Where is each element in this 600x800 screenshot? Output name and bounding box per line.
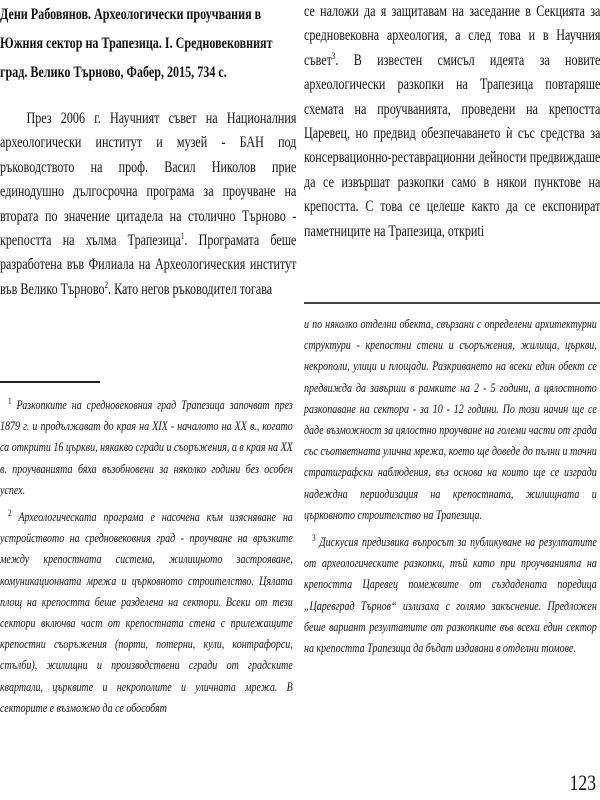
- footnote-2: $^2$ Археологическата програма е насочена към изясняване на устройството на средновековния град - проучване на връзките между крепостната система, жилищното застрояване, комуникационната мрежа и църковното строителство. Цялата площ на крепостта беше разделена на сектори. Всеки от тези сектори включва част от крепостната стена с прилежащите крепостни съоръжения (порти, потерни, кули, контрафорси, стълби), жилищни и производствени сгради от градските квартали, църквите и некрополите и уличната мрежа. В секторите е възможно да се обособят: [0, 507, 293, 715]
- footnotes-left: [0, 395, 296, 725]
- footnote-num: 2: [8, 507, 12, 518]
- paragraph-left: [0, 107, 296, 302]
- body-text-right: [304, 0, 600, 244]
- left-column: [0, 0, 296, 302]
- footnote-ref-3: 3: [331, 50, 336, 61]
- paragraph-left-part-2: . Програмата беше разработена във Филиала на Археологическия институт във Велико Търново: [0, 232, 297, 298]
- paragraph-left-part-1: През 2006 г. Научният съвет на Националния археологически институт и музей - БАН под ръководството на проф. Васил Николов прие единодушно дългосрочна програма за проучване на втората по значение цитадела на столично Търново - крепостта на хълма Трапезица: [0, 110, 297, 250]
- footnote-num: 3: [312, 532, 316, 543]
- footnote-ref-1: 1: [180, 230, 185, 241]
- footnotes-right: [304, 314, 600, 665]
- page-number: 123: [569, 770, 596, 795]
- right-column: [304, 0, 600, 244]
- paragraph-left-part-3: . Като негов ръководител тогава: [108, 280, 273, 298]
- paragraph-right: [304, 0, 600, 244]
- footnote-separator: [0, 381, 100, 383]
- book-title: Дени Рабовянов. Археологически проучвания в Южния сектор на Трапезица. I. Средновековният град. Велико Търново, Фабер, 2015, 734 с.: [0, 6, 273, 81]
- footnote-num: 1: [8, 395, 12, 406]
- footnote-2-continued: и по няколко отделни обекта, свързани с определени архитектурни структури - крепостни стени и съоръжения, жилища, църкви, некрополи, улици и площади. Разкриването на всеки един обект се предвижда да завърши в рамките на 2 - 5 години, а цялостното разкопаване на сектора - за 10 - 12 години. По този начин ще се даде възможност за цялостно проучване на големи части от града със съответната улична мрежа, което ще доведе до пълни и точни стратиграфски наблюдения, въз основа на които ще се изгради надеждна периодизация на крепостната, жилищната и църковното строителство на Трапезица.: [304, 317, 597, 522]
- paragraph-right-part-2: . В известен смисъл идеята за новите археологически разкопки на Трапезица повтаряше схемата на проучванията, проведени на крепостта Царевец, но предвид обезпечаването ѝ със средства за консервационно-реставрационни дейности предвиждаше да се извършат разкопки само в някои пунктове на крепостта. С това се целеше както да се експонират паметниците на Трапезица, откриti: [304, 51, 600, 240]
- paragraph-right-part-1: се наложи да я защитавам на заседание в Секцията за средновековна археология, а след това и в Научния съвет: [304, 3, 600, 69]
- body-text-left: [0, 107, 296, 302]
- footnote-ref-2: 2: [104, 279, 109, 290]
- footnote-1: $^1$ Разкопките на средновековния град Трапезица започват през 1879 г. и продължават до края на XIX - началото на XX в., когато са открити 16 църкви, някакво сгради и съоръжения, а в края на XX в. проучванията бяха възобновени за няколко години без особен успех.: [0, 395, 293, 497]
- footnote-3: $^3$ Дискусия предизвика въпросът за публикуване на резултатите от археологическите разкопки, тъй като при проучванията на крепостта Царевец помежвите от създадената поредица „Царевград Търнов“ излизаха с голямо закъснение. Предложен беше вариант резултатите от разкопките във всеки един сектор на крепостта Трапезица да бъдат издавани в отделни томове.: [304, 532, 597, 656]
- column-divider-rule: [304, 302, 600, 304]
